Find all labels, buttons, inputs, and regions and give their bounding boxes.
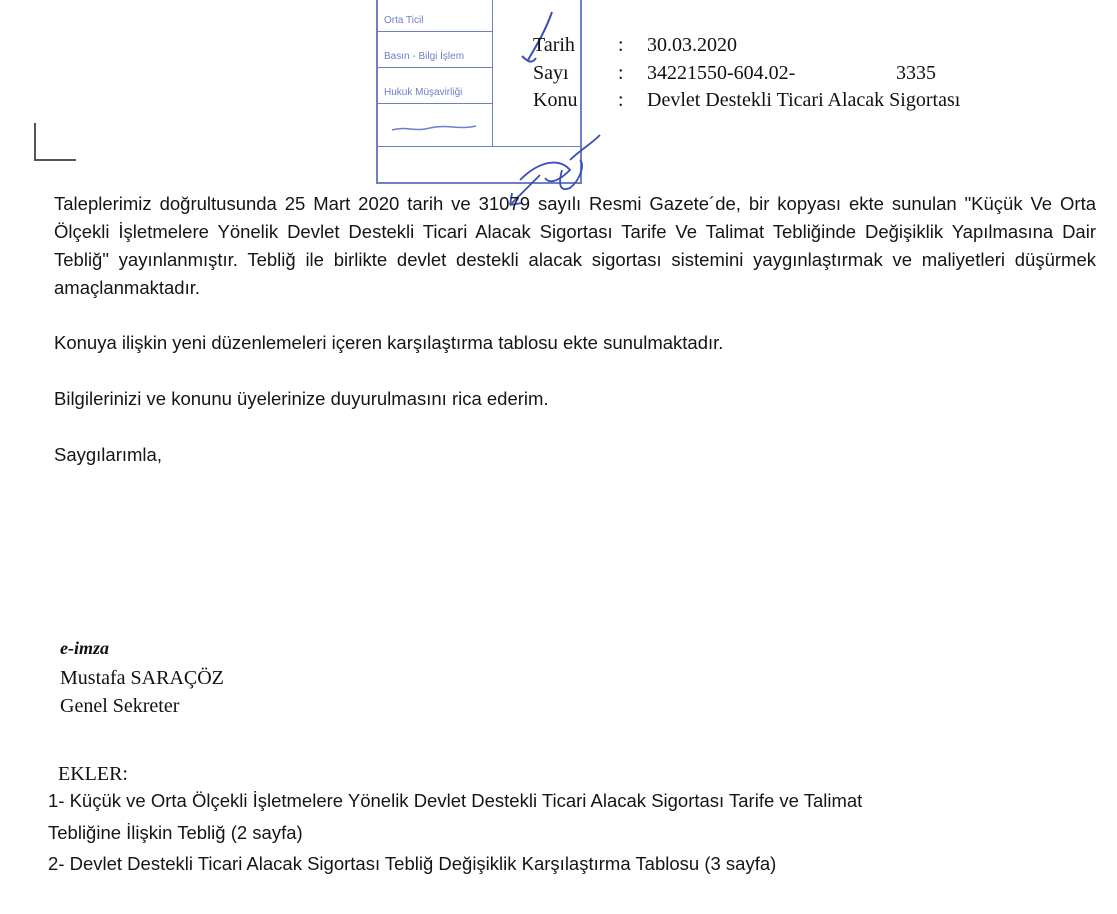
stamp-row-trade: Orta Ticil [378, 0, 492, 32]
subject-value: Devlet Destekli Ticari Alacak Sigortası [647, 89, 961, 111]
date-label: Tarih [533, 34, 575, 56]
stamp-handwriting [390, 116, 480, 136]
subject-label: Konu [533, 89, 578, 111]
signer-title: Genel Sekreter [60, 695, 180, 717]
number-suffix: 3335 [896, 62, 936, 84]
attachment-item-2: 2- Devlet Destekli Ticari Alacak Sigortası Tebliğ Değişiklik Karşılaştırma Tablosu (3 sayfa) [48, 853, 777, 874]
stamp-row-legal: Hukuk Müşavirliği [378, 68, 492, 104]
number-label: Sayı [533, 62, 569, 84]
address-corner-mark [34, 123, 76, 161]
number-colon: : [618, 62, 624, 84]
attachment-item-1-line-1: 1- Küçük ve Orta Ölçekli İşletmelere Yönelik Devlet Destekli Ticari Alacak Sigortası Tarife ve Talimat [48, 790, 863, 811]
attachments-title: EKLER: [58, 763, 128, 785]
body-paragraph-3: Bilgilerinizi ve konunu üyelerinize duyurulmasını rica ederim. [54, 388, 549, 409]
number-value: 34221550-604.02- [647, 62, 796, 84]
date-colon: : [618, 34, 624, 56]
e-signature-mark: e-imza [60, 638, 109, 658]
signer-name: Mustafa SARAÇÖZ [60, 667, 224, 689]
date-value: 30.03.2020 [647, 34, 737, 56]
stamp-row-press: Basın - Bilgi İşlem [378, 32, 492, 68]
stamp-divider [492, 0, 493, 146]
closing-text: Saygılarımla, [54, 444, 162, 465]
subject-colon: : [618, 89, 624, 111]
attachment-item-1-line-2: Tebliğine İlişkin Tebliğ (2 sayfa) [48, 822, 303, 843]
body-paragraph-1: Taleplerimiz doğrultusunda 25 Mart 2020 tarih ve 31079 sayılı Resmi Gazete´de, bir kopyası ekte sunulan "Küçük Ve Orta Ölçekli İşletmelere Yönelik Devlet Destekli Ticari Alacak Sigortası Tarife Ve Talimat Tebliğinde Değişiklik Yapılmasına Dair Tebliğ" yayınlanmıştır. Tebliğ ile birlikte devlet destekli alacak sigortası sistemini yaygınlaştırmak ve maliyetleri düşürmek amaçlanmaktadır. [54, 193, 1096, 298]
body-paragraph-2: Konuya ilişkin yeni düzenlemeleri içeren karşılaştırma tablosu ekte sunulmaktadır. [54, 332, 724, 353]
